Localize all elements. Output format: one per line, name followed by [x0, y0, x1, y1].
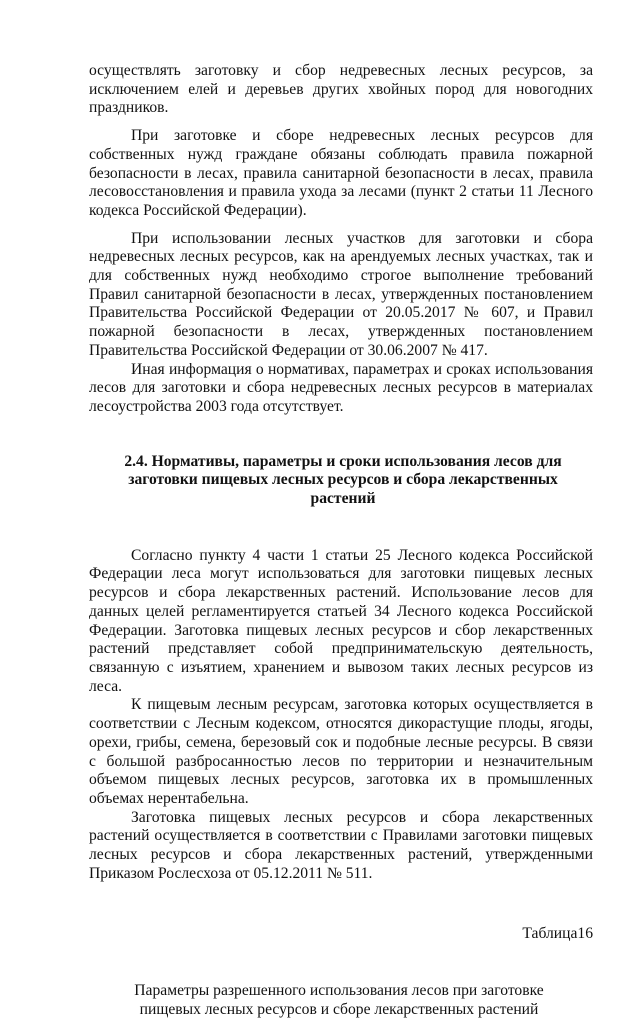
section-paragraph-1: Согласно пункту 4 части 1 статьи 25 Лесного кодекса Российской Федерации леса могут использоваться для заготовки пищевых лесных ресурсов и сбора лекарственных растений. Использование лесов для данных целей регламентируется статьей 34 Лесного кодекса Российской Федерации. Заготовка пищевых лесных ресурсов и сбор лекарственных растений представляет собой предпринимательскую деятельность, связанную с изъятием, хранением и вывозом таких лесных ресурсов из леса. — [89, 546, 593, 695]
section-paragraph-3: Заготовка пищевых лесных ресурсов и сбора лекарственных растений осуществляется в соответствии с Правилами заготовки пищевых лесных ресурсов и сбора лекарственных растений, утвержденными Приказом Рослесхоза от 05.12.2011 № 511. — [89, 808, 593, 882]
intro-paragraph-3: При использовании лесных участков для заготовки и сбора недревесных лесных ресурсов, как на арендуемых лесных участках, так и для собственных нужд необходимо строгое выполнение требований Правил санитарной безопасности в лесах, утвержденных постановлением Правительства Российской Федерации от 20.05.2017 № 607, и Правил пожарной безопасности в лесах, утвержденных постановлением Правительства Российской Федерации от 30.06.2007 № 417. — [89, 229, 593, 359]
intro-paragraph-4: Иная информация о нормативах, параметрах и сроках использования лесов для заготовки и сбора недревесных лесных ресурсов в материалах лесоустройства 2003 года отсутствует. — [89, 360, 593, 415]
section-paragraph-2: К пищевым лесным ресурсам, заготовка которых осуществляется в соответствии с Лесным кодексом, относятся дикорастущие плоды, ягоды, орехи, грибы, семена, березовый сок и подобные лесные ресурсы. В связи с большой разбросанностью лесов по территории и незначительным объемом пищевых лесных ресурсов, заготовка их в промышленных объемах нерентабельна. — [89, 696, 593, 807]
intro-paragraph-2: При заготовке и сборе недревесных лесных ресурсов для собственных нужд граждане обязаны соблюдать правила пожарной безопасности в лесах, правила санитарной безопасности в лесах, правила лесовосстановления и правила ухода за лесами (пункт 2 статьи 11 Лесного кодекса Российской Федерации). — [89, 127, 593, 219]
table-caption: Параметры разрешенного использования лесов при заготовке пищевых лесных ресурсов и сборе лекарственных растений — [134, 982, 544, 1018]
table-label: Таблица16 — [522, 925, 593, 943]
intro-paragraph-continued: осуществлять заготовку и сбор недревесных лесных ресурсов, за исключением елей и деревьев других хвойных пород для новогодних праздников. — [89, 62, 593, 117]
section-heading: 2.4. Нормативы, параметры и сроки использования лесов для заготовки пищевых лесных ресурсов и сбора лекарственных растений — [124, 452, 562, 508]
text-column — [89, 62, 593, 1020]
